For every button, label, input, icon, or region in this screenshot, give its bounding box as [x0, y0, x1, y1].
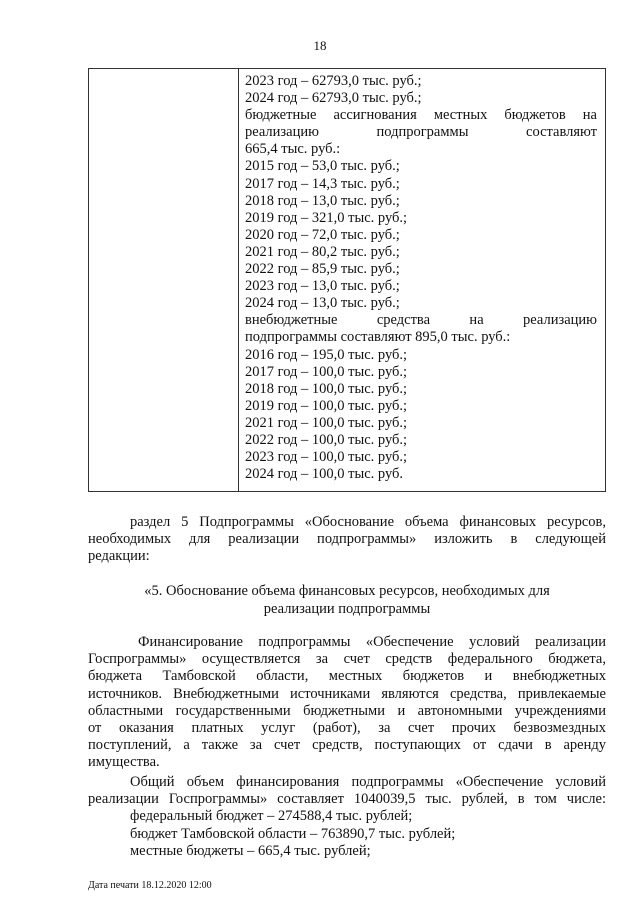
- financing-line: Финансирование подпрограммы «Обеспечение условий реализации: [138, 634, 606, 650]
- table-line: реализацию подпрограммы составляют: [245, 124, 597, 141]
- table-line: бюджетные ассигнования местных бюджетов на: [245, 107, 597, 124]
- table-line: 2018 год – 13,0 тыс. руб.;: [245, 192, 400, 209]
- table-line: 2017 год – 14,3 тыс. руб.;: [245, 175, 400, 192]
- table-line: 2020 год – 72,0 тыс. руб.;: [245, 226, 400, 243]
- table-line: 2021 год – 100,0 тыс. руб.;: [245, 414, 408, 431]
- table-line: внебюджетные средства на реализацию: [245, 312, 597, 329]
- table-line: 2017 год – 100,0 тыс. руб.;: [245, 363, 408, 380]
- table-line: 2022 год – 100,0 тыс. руб.;: [245, 431, 408, 448]
- total-line: бюджет Тамбовской области – 763890,7 тыс. рублей;: [130, 825, 456, 842]
- table-line: 2019 год – 100,0 тыс. руб.;: [245, 397, 408, 414]
- financing-line: поступлений, а также за счет средств, поступающих от сдачи в аренду: [88, 737, 606, 754]
- intro-line: необходимых для реализации подпрограммы» изложить в следующей: [88, 531, 606, 548]
- table-line: 2022 год – 85,9 тыс. руб.;: [245, 261, 400, 278]
- table-line: 2024 год – 62793,0 тыс. руб.;: [245, 90, 422, 107]
- table-line: 2016 год – 195,0 тыс. руб.;: [245, 346, 408, 363]
- total-line: Общий объем финансирования подпрограммы «Обеспечение условий: [130, 774, 606, 790]
- intro-line: раздел 5 Подпрограммы «Обоснование объема финансовых ресурсов,: [130, 514, 606, 530]
- financing-line: имущества.: [88, 754, 160, 771]
- table-line: 2024 год – 13,0 тыс. руб.;: [245, 295, 400, 312]
- section-heading-line: «5. Обоснование объема финансовых ресурсов, необходимых для: [144, 583, 550, 599]
- section-heading-line: реализации подпрограммы: [263, 601, 431, 617]
- table-cell-funding: [245, 73, 597, 483]
- table-line: 2021 год – 80,2 тыс. руб.;: [245, 243, 400, 260]
- table-line: 2023 год – 62793,0 тыс. руб.;: [245, 73, 422, 89]
- financing-line: от оказания платных услуг (работ), за счет прочих безвозмездных: [88, 720, 606, 737]
- financing-line: источников. Внебюджетными источниками являются средства, привлекаемые: [88, 685, 606, 702]
- total-line: местные бюджеты – 665,4 тыс. рублей;: [130, 842, 371, 859]
- financing-line: Госпрограммы» осуществляется за счет средств федерального бюджета,: [88, 651, 606, 668]
- print-date-footer: Дата печати 18.12.2020 12:00: [88, 880, 212, 891]
- intro-line: редакции:: [88, 548, 150, 565]
- table-line: подпрограммы составляют 895,0 тыс. руб.:: [245, 329, 511, 346]
- total-line: федеральный бюджет – 274588,4 тыс. рублей;: [130, 808, 413, 825]
- table-line: 2018 год – 100,0 тыс. руб.;: [245, 380, 408, 397]
- table-line: 2015 год – 53,0 тыс. руб.;: [245, 158, 400, 175]
- total-paragraph: [88, 774, 606, 860]
- table-line: 665,4 тыс. руб.:: [245, 141, 341, 158]
- intro-paragraph: [88, 514, 606, 566]
- table-line: 2024 год – 100,0 тыс. руб.: [245, 466, 404, 483]
- financing-paragraph: [88, 634, 606, 772]
- financing-line: бюджета Тамбовской области, местных бюджетов и внебюджетных: [88, 668, 606, 685]
- table-line: 2019 год – 321,0 тыс. руб.;: [245, 209, 408, 226]
- table-line: 2023 год – 100,0 тыс. руб.;: [245, 449, 408, 466]
- table-line: 2023 год – 13,0 тыс. руб.;: [245, 278, 400, 295]
- financing-line: областными государственными бюджетными и автономными учреждениями: [88, 702, 606, 719]
- page-number: 18: [313, 38, 327, 53]
- total-line: реализации Госпрограммы» составляет 1040039,5 тыс. рублей, в том числе:: [88, 791, 606, 808]
- funding-table: [88, 68, 606, 492]
- section-heading: [88, 582, 606, 618]
- table-column-divider: [238, 69, 239, 491]
